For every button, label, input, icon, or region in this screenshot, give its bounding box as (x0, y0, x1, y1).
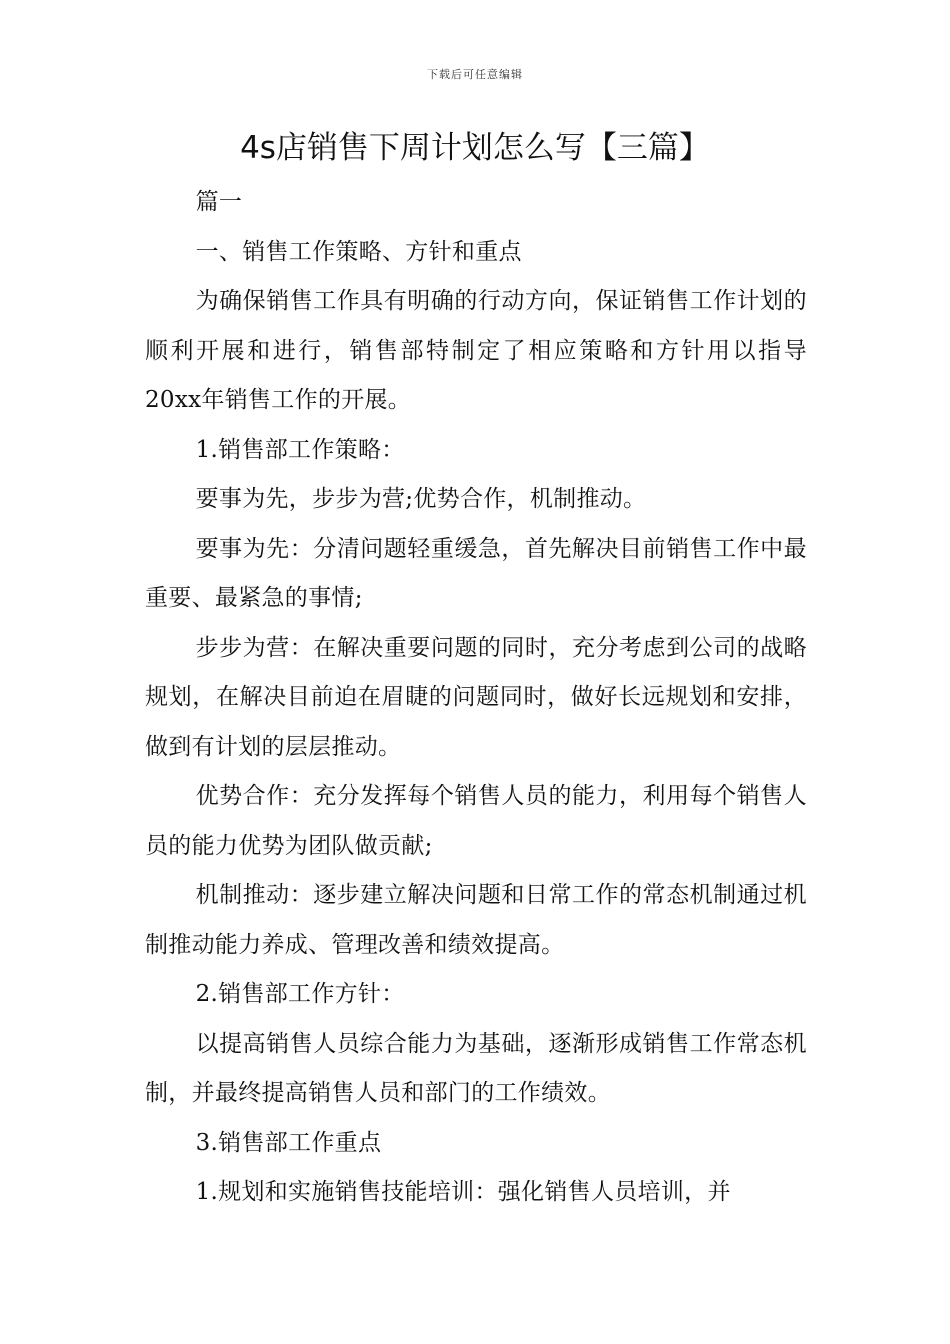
document-title: 4s店销售下周计划怎么写【三篇】 (240, 130, 710, 166)
paragraph: 以提高销售人员综合能力为基础，逐渐形成销售工作常态机制，并最终提高销售人员和部门的工作绩效。 (145, 1030, 807, 1106)
paragraph: 步步为营：在解决重要问题的同时，充分考虑到公司的战略规划，在解决目前迫在眉睫的问题同时，做好长远规划和安排，做到有计划的层层推动。 (145, 634, 807, 760)
document-body (145, 178, 807, 1218)
paragraph: 优势合作：充分发挥每个销售人员的能力，利用每个销售人员的能力优势为团队做贡献; (145, 783, 807, 859)
subheading: 3.销售部工作重点 (195, 1129, 382, 1156)
subheading: 1.销售部工作策略： (195, 436, 405, 463)
section-label: 篇一 (195, 189, 243, 215)
paragraph: 机制推动：逐步建立解决问题和日常工作的常态机制通过机制推动能力养成、管理改善和绩效提高。 (145, 882, 807, 958)
paragraph: 为确保销售工作具有明确的行动方向，保证销售工作计划的顺利开展和进行，销售部特制定了相应策略和方针用以指导20xx年销售工作的开展。 (145, 288, 807, 413)
paragraph: 1.规划和实施销售技能培训：强化销售人员培训，并 (195, 1179, 731, 1205)
section-heading: 一、销售工作策略、方针和重点 (195, 238, 522, 265)
paragraph: 要事为先，步步为营;优势合作，机制推动。 (195, 486, 647, 512)
header-note: 下载后可任意编辑 (427, 68, 523, 81)
paragraph: 要事为先：分清问题轻重缓急，首先解决目前销售工作中最重要、最紧急的事情; (145, 535, 807, 611)
subheading: 2.销售部工作方针： (195, 981, 405, 1007)
